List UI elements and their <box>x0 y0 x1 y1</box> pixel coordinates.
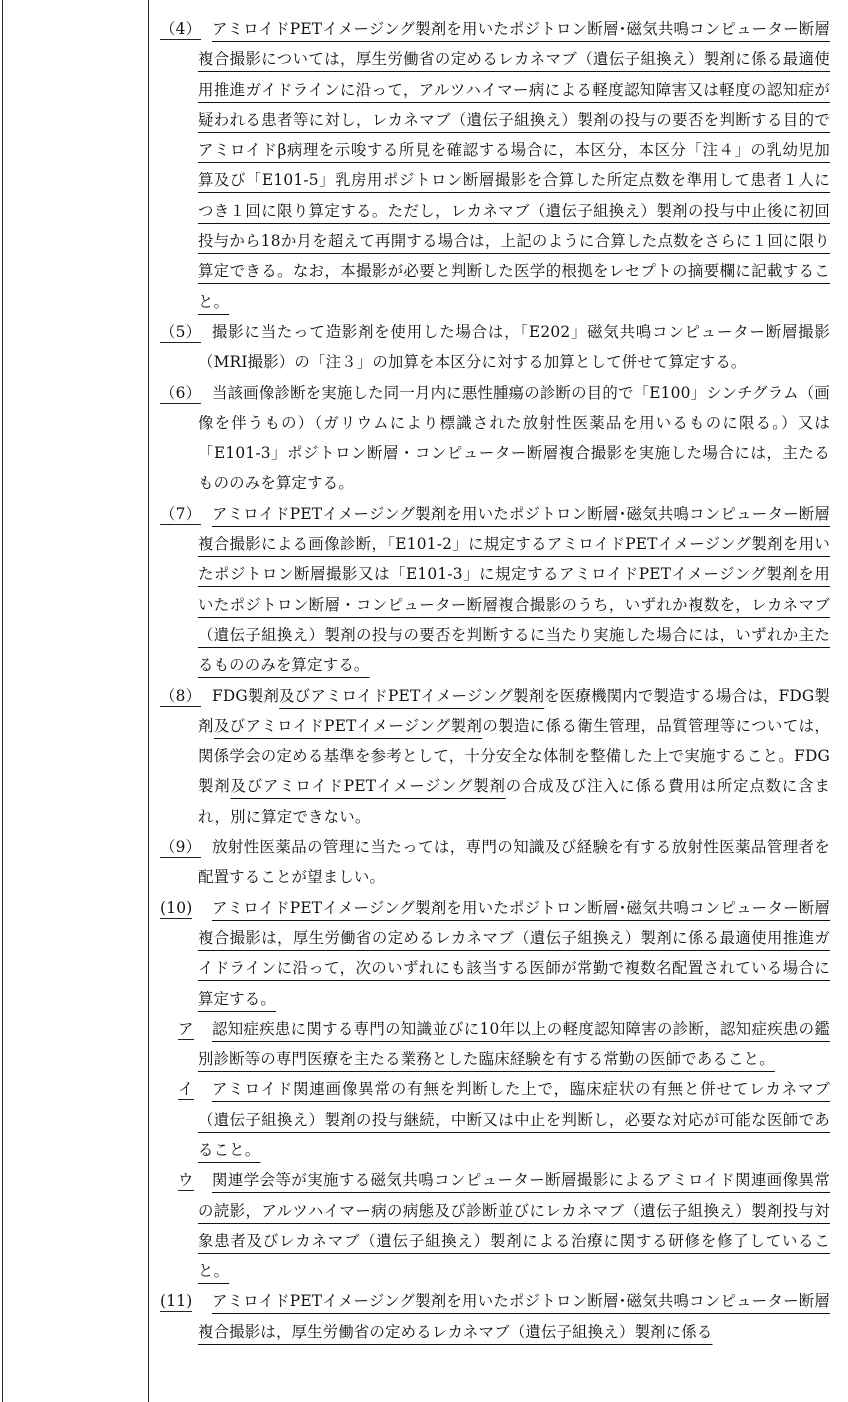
text-segment: 及びアミロイドPETイメージング製剤 <box>230 777 506 796</box>
list-item <box>160 681 830 832</box>
sub-list-item <box>160 1014 830 1075</box>
text-segment: アミロイドPETイメージング製剤を用いたポジトロン断層･磁気共鳴コンピューター断層複合撮影は，厚生労働省の定めるレカネマブ（遺伝子組換え）製剤に係る <box>198 1292 830 1341</box>
text-segment: FDG製剤 <box>212 686 280 705</box>
item-text <box>160 1014 830 1075</box>
text-segment: アミロイドPETイメージング製剤を用いたポジトロン断層･磁気共鳴コンピューター断層複合撮影は，厚生労働省の定めるレカネマブ（遺伝子組換え）製剤に係る最適使用推進ガイドラインに沿って，次のいずれにも該当する医師が常勤で複数名配置されている場合に算定する。 <box>198 898 830 1008</box>
list-item <box>160 1286 830 1347</box>
list-item <box>160 832 830 893</box>
item-text <box>160 681 830 832</box>
item-label: イ <box>178 1080 194 1099</box>
item-label: (10) <box>160 898 193 917</box>
list-item <box>160 893 830 1014</box>
item-text <box>160 317 830 378</box>
item-text <box>160 1286 830 1347</box>
text-segment: の合成及び注入に係る費用は所定点数に含まれ，別に算定できない。 <box>198 777 830 826</box>
item-text <box>160 1074 830 1165</box>
list-item <box>160 14 830 317</box>
list-item <box>160 317 830 378</box>
item-label: （8） <box>160 686 202 705</box>
list-item <box>160 499 830 681</box>
text-segment: 及びアミロイドPETイメージング製剤 <box>279 686 545 705</box>
item-label: （6） <box>160 383 202 402</box>
text-segment: 放射性医薬品の管理に当たっては，専門の知識及び経験を有する放射性医薬品管理者を配置することが望ましい。 <box>198 838 830 887</box>
list-item <box>160 378 830 499</box>
text-segment: アミロイド関連画像異常の有無を判断した上で，臨床症状の有無と併せてレカネマブ（遺伝子組換え）製剤の投与継続，中断又は中止を判断し，必要な対応が可能な医師であること。 <box>198 1080 830 1159</box>
item-label: （5） <box>160 322 202 341</box>
sub-list-item <box>160 1074 830 1165</box>
document-body <box>160 14 830 1347</box>
item-label: （7） <box>160 504 202 523</box>
item-text <box>160 499 830 681</box>
item-label: (11) <box>160 1292 193 1311</box>
text-segment: 関連学会等が実施する磁気共鳴コンピューター断層撮影によるアミロイド関連画像異常の読影，アルツハイマー病の病態及び診断並びにレカネマブ（遺伝子組換え）製剤投与対象患者及びレカネマブ（遺伝子組換え）製剤による治療に関する研修を修了していること。 <box>198 1171 830 1281</box>
column-divider-line <box>148 0 149 1402</box>
item-text <box>160 378 830 499</box>
text-segment: の製造に係る衛生管理，品質管理等については，関係学会の定める基準を参考として，十分安全な体制を整備した上で実施すること。FDG製剤 <box>198 716 830 796</box>
sub-list-item <box>160 1165 830 1286</box>
text-segment: を医療機関内で製造する場合は，FDG製剤 <box>198 686 830 735</box>
item-label: ア <box>178 1019 194 1038</box>
item-text <box>160 14 830 317</box>
text-segment: アミロイドPETイメージング製剤を用いたポジトロン断層･磁気共鳴コンピューター断層複合撮影による画像診断，「E101-2」に規定するアミロイドPETイメージング製剤を用いたポジトロン断層撮影又は「E101-3」に規定するアミロイドPETイメージング製剤を用いたポジトロン断層・コンピューター断層複合撮影のうち，いずれか複数を，レカネマブ（遺伝子組換え）製剤の投与の要否を判断するに当たり実施した場合には，いずれか主たるもののみを算定する。 <box>198 504 830 675</box>
text-segment: 当該画像診断を実施した同一月内に悪性腫瘍の診断の目的で「E100」シンチグラム（画像を伴うもの）（ガリウムにより標識された放射性医薬品を用いるものに限る。）又は「E101-3」ポジトロン断層・コンピューター断層複合撮影を実施した場合には，主たるもののみを算定する。 <box>198 383 830 493</box>
item-label: （4） <box>160 20 202 38</box>
text-segment: 撮影に当たって造影剤を使用した場合は，「E202」磁気共鳴コンピューター断層撮影（MRI撮影）の「注３」の加算を本区分に対する加算として併せて算定する。 <box>198 322 830 372</box>
text-segment: アミロイドPETイメージング製剤を用いたポジトロン断層･磁気共鳴コンピューター断層複合撮影については，厚生労働省の定めるレカネマブ（遺伝子組換え）製剤に係る最適使用推進ガイドラインに沿って，アルツハイマー病による軽度認知障害又は軽度の認知症が疑われる患者等に対し，レカネマブ（遺伝子組換え）製剤の投与の要否を判断する目的でアミロイドβ病理を示唆する所見を確認する場合に，本区分，本区分「注４」の乳幼児加算及び「E101-5」乳房用ポジトロン断層撮影を合算した所定点数を準用して患者１人につき１回に限り算定する。ただし，レカネマブ（遺伝子組換え）製剤の投与中止後に初回投与から18か月を超えて再開する場合は，上記のように合算した点数をさらに１回に限り算定できる。なお，本撮影が必要と判断した医学的根拠をレセプトの摘要欄に記載すること。 <box>198 20 830 311</box>
left-border-line <box>2 0 3 1402</box>
item-text <box>160 1165 830 1286</box>
text-segment: 認知症疾患に関する専門の知識並びに10年以上の軽度認知障害の診断，認知症疾患の鑑別診断等の専門医療を主たる業務とした臨床経験を有する常勤の医師であること。 <box>198 1019 830 1069</box>
text-segment: 及びアミロイドPETイメージング製剤 <box>213 716 483 735</box>
item-text <box>160 832 830 893</box>
item-label: （9） <box>160 838 202 857</box>
item-text <box>160 893 830 1014</box>
item-label: ウ <box>178 1171 194 1190</box>
